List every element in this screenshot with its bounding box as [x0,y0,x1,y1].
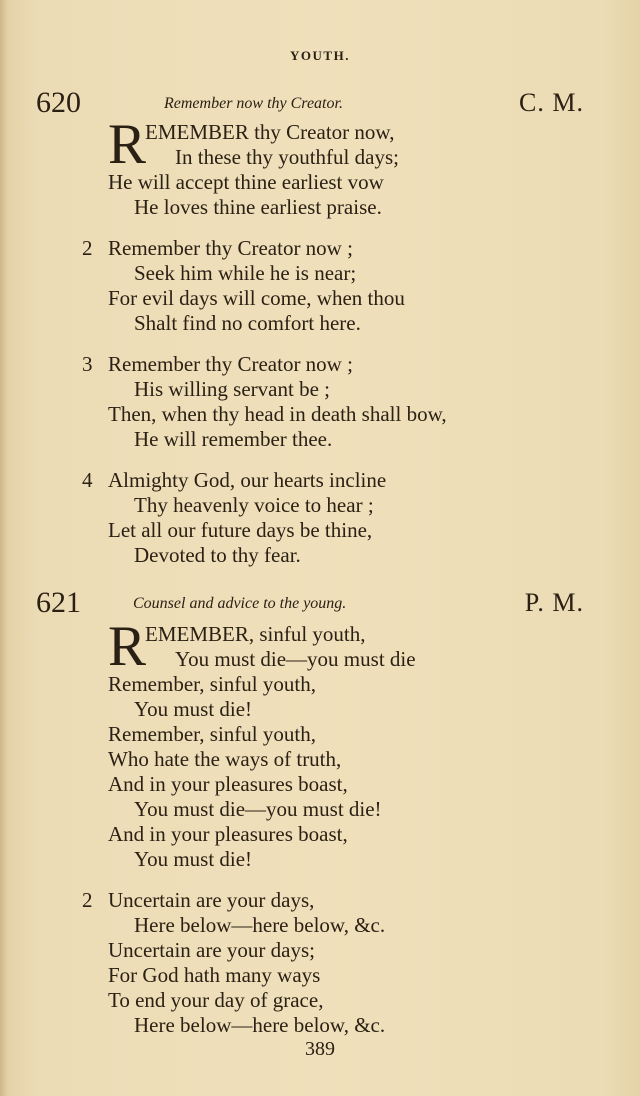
verse-line: To end your day of grace, [108,988,324,1012]
hymn-620-header [0,86,640,120]
verse-line: Uncertain are your days; [108,938,315,962]
verse-number: 3 [82,352,93,376]
verse-line: Then, when thy head in death shall bow, [108,402,447,426]
verse-number: 2 [82,888,93,912]
verse-line: For evil days will come, when thou [108,286,405,310]
verse-number: 2 [82,236,93,260]
hymn-621-header [0,586,640,620]
verse-line-text: Remember thy Creator now ; [108,352,353,376]
verse-line: EMEMBER thy Creator now, [145,120,395,144]
verse-line: For God hath many ways [108,963,321,987]
verse-line-text: Almighty God, our hearts incline [108,468,387,492]
verse-line: Thy heavenly voice to hear ; [134,493,374,517]
verse-line [0,888,640,913]
verse-line: Here below—here below, &c. [134,913,386,937]
verse-line: You must die—you must die! [134,797,382,821]
verse-line [0,236,640,261]
hymn-number: 620 [36,86,81,119]
page-number: 389 [305,1038,335,1060]
verse-line [0,352,640,377]
verse-line-text: Remember thy Creator now ; [108,236,353,260]
verse-line: Shalt find no comfort here. [134,311,361,335]
verse-line: And in your pleasures boast, [108,822,348,846]
verse-2 [0,236,640,336]
hymn-621-text [0,615,640,1054]
verse-1 [0,615,640,872]
verse-line-text: Uncertain are your days, [108,888,315,912]
verse-line: You must die! [134,847,253,871]
drop-cap: R [108,113,147,176]
verse-line: His willing servant be ; [134,377,330,401]
verse-line: He will remember thee. [134,427,333,451]
drop-cap: R [108,615,147,678]
verse-line: Seek him while he is near; [134,261,357,285]
verse-line: He will accept thine earliest vow [108,170,384,194]
hymn-meter: C. M. [519,88,584,117]
hymn-number: 621 [36,586,81,619]
hymn-title: Remember now thy Creator. [164,95,343,112]
verse-line: Let all our future days be thine, [108,518,373,542]
hymn-meter: P. M. [524,588,584,617]
hymn-620-text [0,113,640,584]
running-head: YOUTH. [290,48,350,63]
verse-4 [0,468,640,568]
hymn-title: Counsel and advice to the young. [133,595,347,612]
verse-3 [0,352,640,452]
verse-line [0,468,640,493]
verse-line: He loves thine earliest praise. [134,195,382,219]
verse-line: You must die! [134,697,253,721]
verse-2 [0,888,640,1038]
verse-line: Remember, sinful youth, [108,672,316,696]
verse-line: You must die—you must die [175,647,416,671]
verse-line: Remember, sinful youth, [108,722,316,746]
verse-line: Who hate the ways of truth, [108,747,342,771]
verse-line: Devoted to thy fear. [134,543,301,567]
verse-line: In these thy youthful days; [175,145,399,169]
verse-line: Here below—here below, &c. [134,1013,386,1037]
verse-number: 4 [82,468,93,492]
verse-line: EMEMBER, sinful youth, [145,622,366,646]
verse-line: And in your pleasures boast, [108,772,348,796]
verse-1 [0,113,640,220]
